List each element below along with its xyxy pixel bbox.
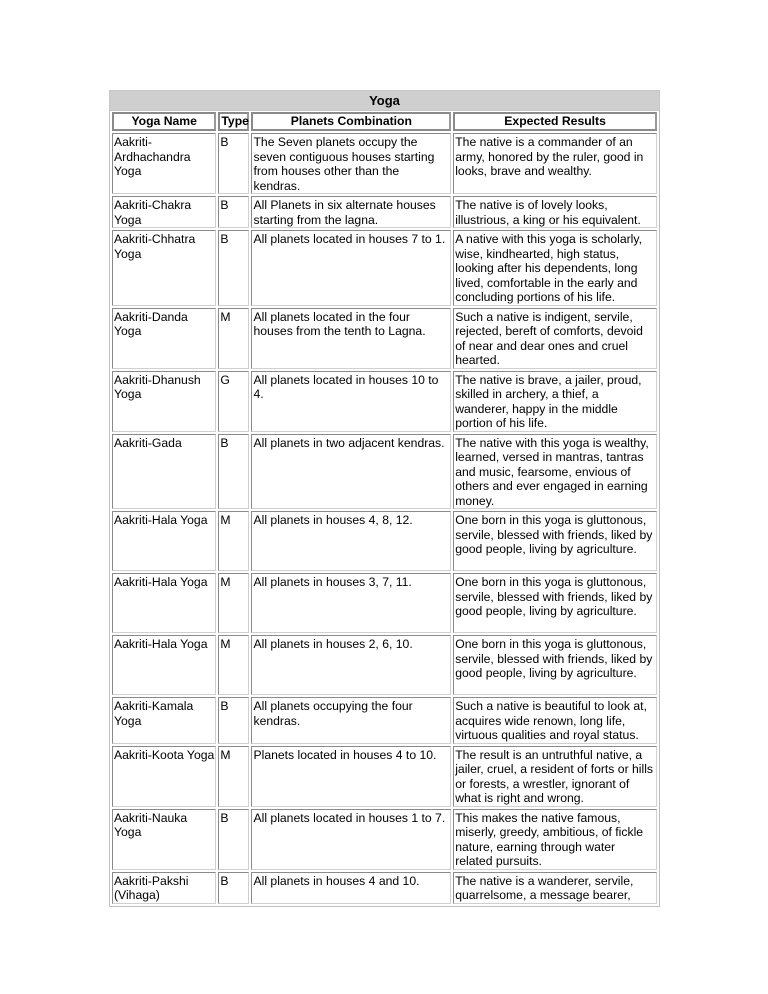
cell-type: B <box>218 196 249 228</box>
cell-type: G <box>218 371 249 432</box>
cell-results: The native is of lovely looks, illustrious, a king or his equivalent. <box>453 196 657 228</box>
cell-planets: All planets in houses 2, 6, 10. <box>251 635 451 695</box>
table-row <box>112 635 657 695</box>
cell-planets: All planets in houses 4 and 10. <box>251 872 451 904</box>
cell-type: M <box>218 635 249 695</box>
table-row <box>112 511 657 571</box>
header-type: Type <box>218 112 249 131</box>
table-row <box>112 133 657 194</box>
cell-results: The native is brave, a jailer, proud, skilled in archery, a thief, a wanderer, happy in the middle portion of his life. <box>453 371 657 432</box>
cell-yoga-name: Aakriti-Chakra Yoga <box>112 196 216 228</box>
header-planets-combination: Planets Combination <box>251 112 451 131</box>
table-row <box>112 434 657 510</box>
table-row <box>112 872 657 904</box>
cell-results: One born in this yoga is gluttonous, servile, blessed with friends, liked by good people, living by agriculture. <box>453 511 657 571</box>
cell-yoga-name: Aakriti-Hala Yoga <box>112 511 216 571</box>
cell-results: The result is an untruthful native, a jailer, cruel, a resident of forts or hills or forests, a wrestler, ignorant of what is right and wrong. <box>453 746 657 807</box>
cell-yoga-name: Aakriti-Ardhachandra Yoga <box>112 133 216 194</box>
cell-results: The native is a wanderer, servile, quarrelsome, a message bearer, <box>453 872 657 904</box>
table-row <box>112 371 657 432</box>
cell-type: B <box>218 872 249 904</box>
yoga-table <box>109 110 660 907</box>
cell-yoga-name: Aakriti-Hala Yoga <box>112 635 216 695</box>
cell-type: B <box>218 434 249 510</box>
table-row <box>112 809 657 870</box>
yoga-table-container <box>109 90 660 907</box>
table-row <box>112 308 657 369</box>
table-row <box>112 746 657 807</box>
table-row <box>112 573 657 633</box>
cell-planets: All planets located in houses 1 to 7. <box>251 809 451 870</box>
cell-yoga-name: Aakriti-Hala Yoga <box>112 573 216 633</box>
cell-yoga-name: Aakriti-Dhanush Yoga <box>112 371 216 432</box>
cell-planets: Planets located in houses 4 to 10. <box>251 746 451 807</box>
cell-results: One born in this yoga is gluttonous, servile, blessed with friends, liked by good people, living by agriculture. <box>453 573 657 633</box>
cell-yoga-name: Aakriti-Kamala Yoga <box>112 697 216 744</box>
cell-planets: The Seven planets occupy the seven contiguous houses starting from houses other than the kendras. <box>251 133 451 194</box>
table-row <box>112 230 657 306</box>
table-title: Yoga <box>109 90 660 111</box>
cell-planets: All planets located in houses 7 to 1. <box>251 230 451 306</box>
cell-type: B <box>218 809 249 870</box>
cell-results: Such a native is beautiful to look at, acquires wide renown, long life, virtuous qualities and royal status. <box>453 697 657 744</box>
header-row <box>112 112 657 131</box>
table-row <box>112 196 657 228</box>
cell-type: B <box>218 133 249 194</box>
cell-yoga-name: Aakriti-Koota Yoga <box>112 746 216 807</box>
cell-results: Such a native is indigent, servile, rejected, bereft of comforts, devoid of near and dear ones and cruel hearted. <box>453 308 657 369</box>
cell-type: M <box>218 308 249 369</box>
cell-planets: All planets occupying the four kendras. <box>251 697 451 744</box>
cell-results: This makes the native famous, miserly, greedy, ambitious, of fickle nature, earning through water related pursuits. <box>453 809 657 870</box>
cell-type: M <box>218 573 249 633</box>
cell-planets: All planets in two adjacent kendras. <box>251 434 451 510</box>
cell-planets: All planets located in houses 10 to 4. <box>251 371 451 432</box>
cell-type: M <box>218 746 249 807</box>
cell-planets: All Planets in six alternate houses starting from the lagna. <box>251 196 451 228</box>
cell-planets: All planets in houses 3, 7, 11. <box>251 573 451 633</box>
cell-planets: All planets in houses 4, 8, 12. <box>251 511 451 571</box>
cell-results: The native is a commander of an army, honored by the ruler, good in looks, brave and wealthy. <box>453 133 657 194</box>
cell-type: M <box>218 511 249 571</box>
cell-type: B <box>218 230 249 306</box>
cell-yoga-name: Aakriti-Chhatra Yoga <box>112 230 216 306</box>
cell-planets: All planets located in the four houses from the tenth to Lagna. <box>251 308 451 369</box>
header-expected-results: Expected Results <box>453 112 657 131</box>
cell-yoga-name: Aakriti-Pakshi (Vihaga) <box>112 872 216 904</box>
header-yoga-name: Yoga Name <box>112 112 216 131</box>
cell-type: B <box>218 697 249 744</box>
cell-yoga-name: Aakriti-Danda Yoga <box>112 308 216 369</box>
cell-results: A native with this yoga is scholarly, wise, kindhearted, high status, looking after his dependents, long lived, comfortable in the early and concluding portions of his life. <box>453 230 657 306</box>
cell-yoga-name: Aakriti-Nauka Yoga <box>112 809 216 870</box>
cell-results: One born in this yoga is gluttonous, servile, blessed with friends, liked by good people, living by agriculture. <box>453 635 657 695</box>
table-row <box>112 697 657 744</box>
cell-results: The native with this yoga is wealthy, learned, versed in mantras, tantras and music, fearsome, envious of others and ever engaged in earning money. <box>453 434 657 510</box>
cell-yoga-name: Aakriti-Gada <box>112 434 216 510</box>
